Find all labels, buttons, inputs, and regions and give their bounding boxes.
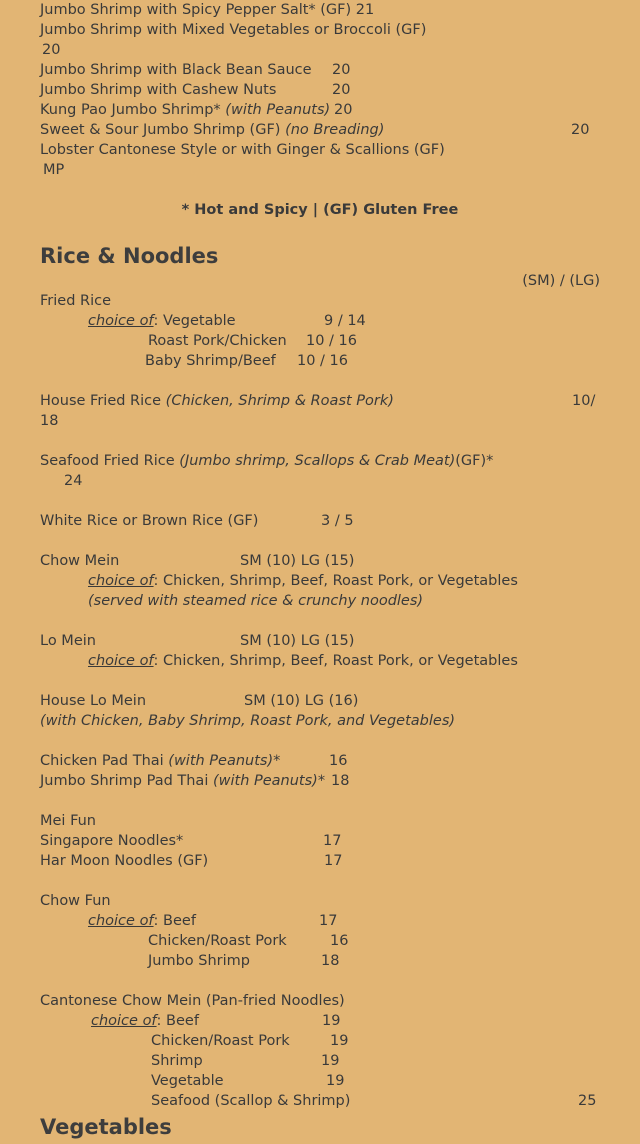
menu-item-note: (with Chicken, Baby Shrimp, Roast Pork, and Vegetables) xyxy=(40,713,456,729)
menu-item-price: SM (10) LG (15) xyxy=(240,553,355,569)
menu-option: choice of: Chicken, Shrimp, Beef, Roast Pork, or Vegetables xyxy=(88,573,518,589)
menu-item-price: MP xyxy=(43,162,65,178)
menu-item-price: 24 xyxy=(64,473,83,489)
menu-option: Jumbo Shrimp xyxy=(148,953,250,969)
menu-item: Seafood Fried Rice (Jumbo shrimp, Scallops & Crab Meat)(GF)* xyxy=(40,453,494,469)
menu-item: Jumbo Shrimp with Spicy Pepper Salt* (GF) 21 xyxy=(40,2,375,18)
menu-item: Kung Pao Jumbo Shrimp* (with Peanuts) xyxy=(40,102,331,118)
menu-option: Chicken/Roast Pork xyxy=(148,933,287,949)
menu-option-price: 19 xyxy=(326,1073,345,1089)
menu-option: choice of: Beef xyxy=(91,1013,199,1029)
menu-item-price: 20 xyxy=(571,122,590,138)
menu-option-price: 10 / 16 xyxy=(297,353,349,369)
menu-item: Fried Rice xyxy=(40,293,112,309)
menu-option: Vegetable xyxy=(151,1073,224,1089)
menu-option-price: 25 xyxy=(578,1093,597,1109)
menu-item: Mei Fun xyxy=(40,813,96,829)
menu-option-price: 18 xyxy=(321,953,340,969)
menu-item: Chow Fun xyxy=(40,893,111,909)
menu-item-price: 20 xyxy=(334,102,353,118)
menu-item: Lo Mein xyxy=(40,633,96,649)
menu-item: Chicken Pad Thai (with Peanuts)* xyxy=(40,753,281,769)
menu-option-price: 17 xyxy=(319,913,338,929)
menu-option: Baby Shrimp/Beef xyxy=(145,353,276,369)
menu-item: Chow Mein xyxy=(40,553,120,569)
menu-option: Chicken/Roast Pork xyxy=(151,1033,290,1049)
menu-option-price: 10 / 16 xyxy=(306,333,358,349)
menu-option-price: 19 xyxy=(321,1053,340,1069)
menu-item-price: SM (10) LG (16) xyxy=(244,693,359,709)
section-heading-rice-noodles: Rice & Noodles xyxy=(40,244,219,268)
menu-item-price: 20 xyxy=(332,62,351,78)
menu-option: choice of: Beef xyxy=(88,913,196,929)
menu-item-note: (served with steamed rice & crunchy noodles) xyxy=(88,593,424,609)
menu-option-price: 9 / 14 xyxy=(324,313,366,329)
menu-item-price: SM (10) LG (15) xyxy=(240,633,355,649)
menu-option-price: 19 xyxy=(322,1013,341,1029)
menu-option: Seafood (Scallop & Shrimp) xyxy=(151,1093,351,1109)
menu-item-price: 10/ xyxy=(572,393,596,409)
menu-item-price: 17 xyxy=(323,833,342,849)
menu-option: Roast Pork/Chicken xyxy=(148,333,287,349)
menu-option-price: 16 xyxy=(330,933,349,949)
menu-item: Lobster Cantonese Style or with Ginger & Scallions (GF) xyxy=(40,142,445,158)
menu-option-price: 19 xyxy=(330,1033,349,1049)
menu-item-price: 18 xyxy=(40,413,59,429)
menu-item: House Lo Mein xyxy=(40,693,147,709)
menu-item: White Rice or Brown Rice (GF) xyxy=(40,513,259,529)
menu-option: choice of: Chicken, Shrimp, Beef, Roast Pork, or Vegetables xyxy=(88,653,518,669)
menu-item-price: 16 xyxy=(329,753,348,769)
menu-item: Jumbo Shrimp with Mixed Vegetables or Broccoli (GF) xyxy=(40,22,427,38)
menu-item-price: 20 xyxy=(42,42,61,58)
spicy-gluten-legend: * Hot and Spicy | (GF) Gluten Free xyxy=(181,202,459,218)
menu-item: Jumbo Shrimp Pad Thai (with Peanuts)* xyxy=(40,773,326,789)
menu-item-price: 18 xyxy=(331,773,350,789)
menu-item: Cantonese Chow Mein (Pan-fried Noodles) xyxy=(40,993,345,1009)
menu-item-price: 17 xyxy=(324,853,343,869)
menu-item: Jumbo Shrimp with Black Bean Sauce xyxy=(40,62,312,78)
menu-option: Shrimp xyxy=(151,1053,203,1069)
size-header: (SM) / (LG) xyxy=(522,273,600,289)
menu-item: Jumbo Shrimp with Cashew Nuts xyxy=(40,82,277,98)
menu-item: House Fried Rice (Chicken, Shrimp & Roast Pork) xyxy=(40,393,394,409)
menu-item: Har Moon Noodles (GF) xyxy=(40,853,209,869)
menu-item: Sweet & Sour Jumbo Shrimp (GF) (no Breading) xyxy=(40,122,385,138)
menu-item-price: 20 xyxy=(332,82,351,98)
section-heading-vegetables: Vegetables xyxy=(40,1115,172,1139)
menu-item-price: 3 / 5 xyxy=(321,513,354,529)
menu-item: Singapore Noodles* xyxy=(40,833,184,849)
menu-option: choice of: Vegetable xyxy=(88,313,236,329)
